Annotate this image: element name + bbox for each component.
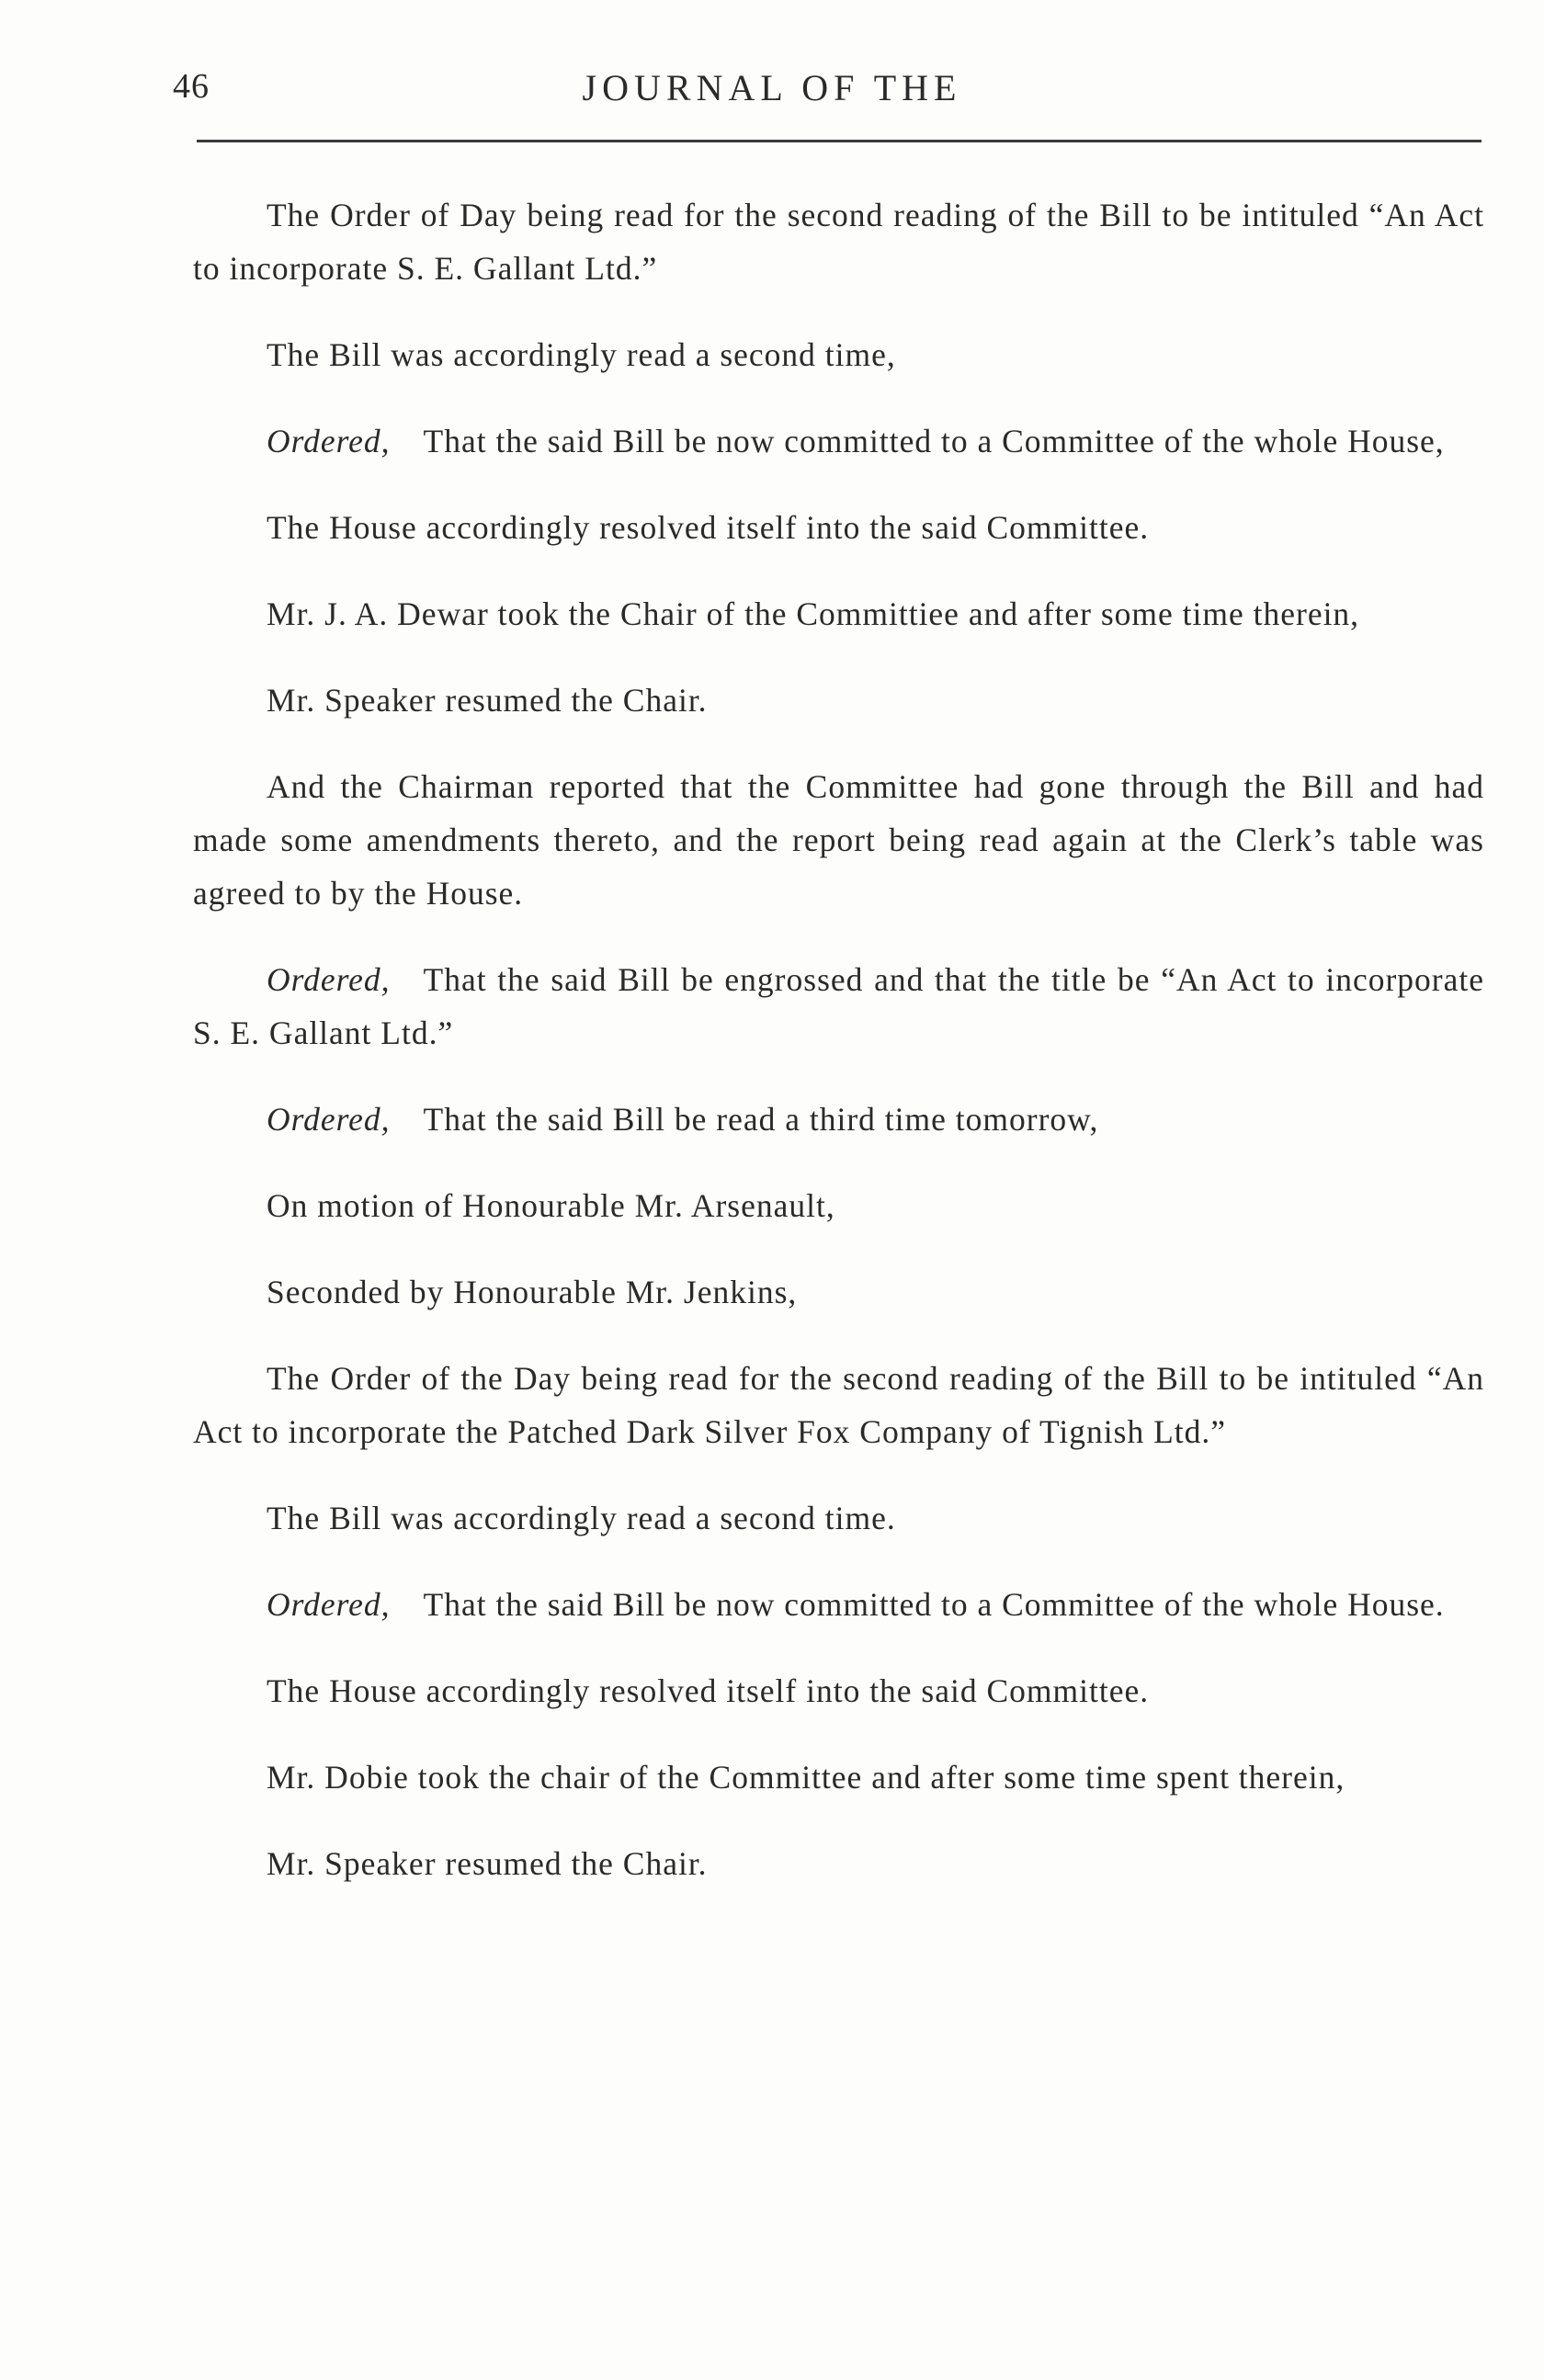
paragraph-text: Mr. Dobie took the chair of the Committee and after some time spent therein, — [267, 1759, 1345, 1796]
paragraph-text: The Order of the Day being read for the second reading of the Bill to be intituled “An Act to incorporate the Patched Dark Silver Fox Company of Tignish Ltd.” — [193, 1360, 1484, 1450]
paragraph-text: The Bill was accordingly read a second time, — [267, 336, 896, 373]
paragraph-text: That the said Bill be engrossed and that the title be “An Act to incorporate S. E. Gallant Ltd.” — [193, 961, 1484, 1051]
paragraph-text: And the Chairman reported that the Committee had gone through the Bill and had made some amendments thereto, and the report being read again at the Clerk’s table was agreed to by the House. — [193, 768, 1484, 912]
paragraph — [193, 587, 1484, 640]
paragraph — [193, 1578, 1484, 1631]
paragraph — [193, 501, 1484, 554]
paragraph-lead: Ordered, — [267, 1586, 391, 1623]
paragraph-text: The House accordingly resolved itself into the said Committee. — [267, 1672, 1150, 1709]
paragraph-text: That the said Bill be now committed to a Committee of the whole House. — [423, 1586, 1445, 1623]
paragraph — [193, 1837, 1484, 1890]
paragraph — [193, 1179, 1484, 1232]
header-rule — [197, 140, 1482, 142]
paragraph — [193, 760, 1484, 920]
paragraph-text: The Bill was accordingly read a second time. — [267, 1500, 896, 1536]
paragraph-text: Mr. Speaker resumed the Chair. — [267, 682, 708, 719]
journal-body — [193, 188, 1484, 1890]
paragraph — [193, 1491, 1484, 1545]
paragraph-text: Seconded by Honourable Mr. Jenkins, — [267, 1274, 798, 1310]
paragraph — [193, 328, 1484, 381]
paragraph-lead: Ordered, — [267, 423, 391, 459]
paragraph — [193, 953, 1484, 1060]
paragraph-text: That the said Bill be now committed to a Committee of the whole House, — [423, 423, 1445, 459]
paragraph — [193, 1751, 1484, 1804]
paragraph-text: The House accordingly resolved itself into the said Committee. — [267, 509, 1150, 546]
paragraph-text: The Order of Day being read for the second reading of the Bill to be intituled “An Act to incorporate S. E. Gallant Ltd.” — [193, 197, 1484, 287]
paragraph — [193, 414, 1484, 468]
paragraph-lead: Ordered, — [267, 1101, 391, 1138]
paragraph-text: Mr. J. A. Dewar took the Chair of the Committiee and after some time therein, — [267, 595, 1360, 632]
page-number: 46 — [173, 67, 210, 106]
paragraph-text: On motion of Honourable Mr. Arsenault, — [267, 1187, 835, 1224]
paragraph — [193, 674, 1484, 727]
paragraph — [193, 1664, 1484, 1717]
paragraph-text: Mr. Speaker resumed the Chair. — [267, 1845, 708, 1882]
running-head: JOURNAL OF THE — [582, 67, 962, 108]
paragraph — [193, 1352, 1484, 1458]
paragraph-text: That the said Bill be read a third time tomorrow, — [423, 1101, 1099, 1138]
paragraph — [193, 1093, 1484, 1146]
paragraph — [193, 1265, 1484, 1319]
paragraph-lead: Ordered, — [267, 961, 391, 998]
paragraph — [193, 188, 1484, 295]
